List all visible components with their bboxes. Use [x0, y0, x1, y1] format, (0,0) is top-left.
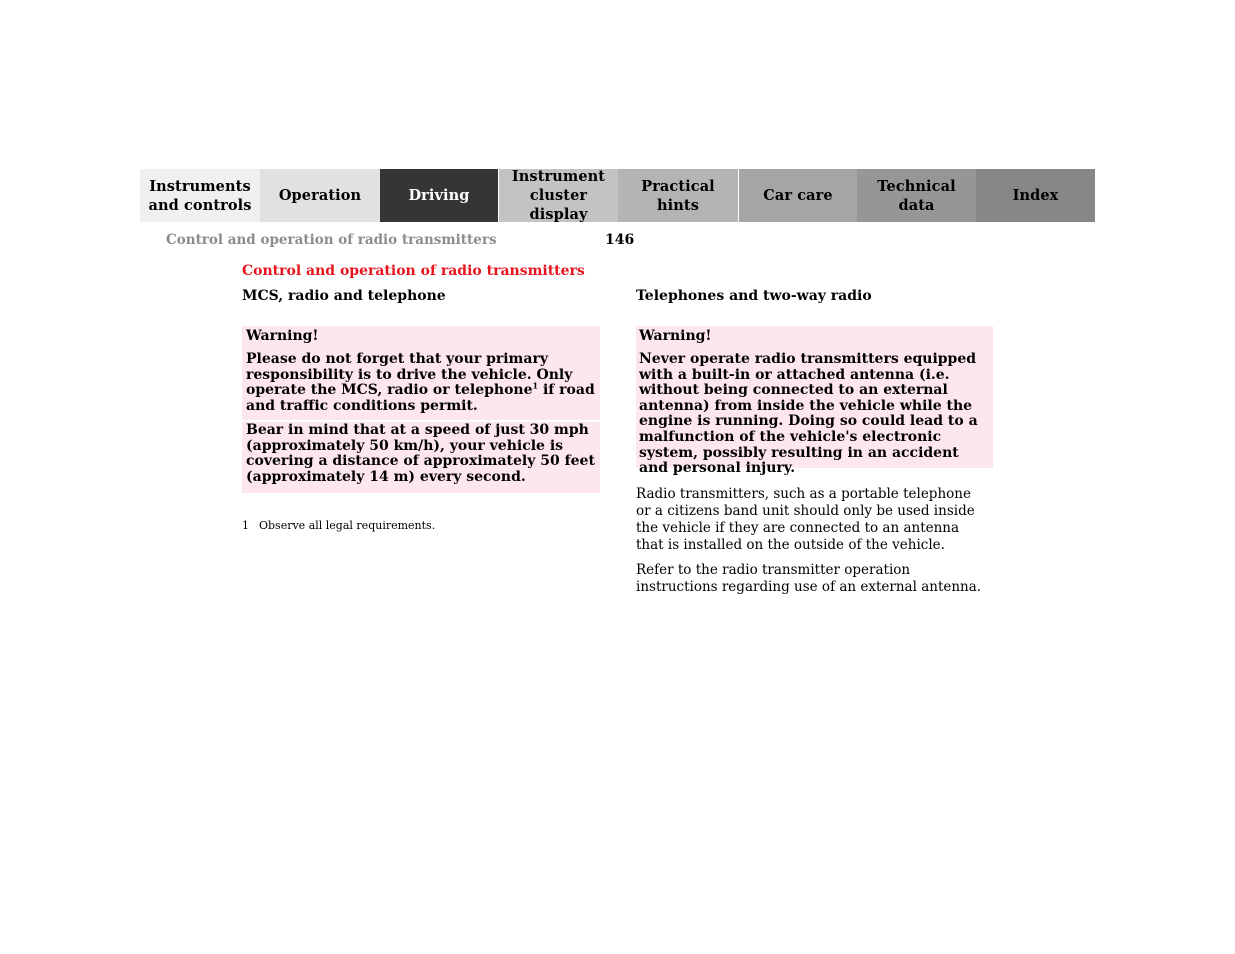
tab-label: Operation [278, 187, 362, 204]
tab-label: Technical data [877, 177, 956, 214]
tab-label: Driving [408, 187, 470, 204]
footnote-text: Observe all legal requirements. [259, 519, 436, 532]
warning-text [246, 352, 596, 414]
warning-text: Never operate radio transmitters equipped with a built-in or attached antenna (i.e. without being connected to an external antenna) from inside the vehicle while the engine is running. Doing so could lead to a malfunction of the vehicle's electronic system, possibly resulting in an accident and personal injury. [639, 351, 978, 477]
tab-index[interactable] [976, 169, 1095, 222]
right-heading: Telephones and two-way radio [636, 288, 872, 304]
tab-label: Car care [763, 187, 833, 204]
tab-label: Instrument cluster display [511, 168, 606, 223]
tab-label: Instruments and controls [148, 177, 252, 214]
running-title: Control and operation of radio transmitters [166, 232, 497, 248]
left-heading: MCS, radio and telephone [242, 288, 446, 304]
tab-operation[interactable] [260, 169, 380, 222]
tab-instrument-cluster-display[interactable] [498, 169, 618, 222]
tab-instruments-and-controls[interactable] [140, 169, 260, 222]
warning-text-part: if road and traffic conditions permit. [246, 382, 595, 414]
tab-technical-data[interactable] [857, 169, 976, 222]
warning-title: Warning! [639, 328, 712, 344]
tab-label: Practical hints [641, 177, 715, 214]
warning-title: Warning! [246, 328, 319, 344]
tab-practical-hints[interactable] [618, 169, 738, 222]
warning-text-part: Please do not forget that your primary responsibility is to drive the vehicle. Only operate the MCS, radio or telephone [246, 351, 573, 399]
tab-car-care[interactable] [738, 169, 857, 222]
page-number: 146 [605, 232, 635, 248]
warning-text: Bear in mind that at a speed of just 30 mph (approximately 50 km/h), your vehicle is covering a distance of approximately 50 feet (approximately 14 m) every second. [246, 422, 595, 485]
tab-label: Index [1012, 187, 1059, 204]
section-title: Control and operation of radio transmitters [242, 263, 585, 279]
warning-box-driver-responsibility [242, 326, 600, 420]
warning-box-speed-distance [242, 422, 600, 493]
chapter-tabs [140, 169, 1095, 222]
body-paragraph: Refer to the radio transmitter operation instructions regarding use of an external antenna. [636, 562, 982, 595]
warning-box-radio-transmitters [636, 326, 993, 477]
body-paragraph: Radio transmitters, such as a portable telephone or a citizens band unit should only be used inside the vehicle if they are connected to an antenna that is installed on the outside of the vehicle. [636, 486, 975, 553]
footnote-ref: 1 [532, 380, 539, 391]
footnote [242, 519, 435, 532]
tab-driving[interactable] [380, 169, 498, 222]
footnote-number: 1 [242, 519, 249, 532]
